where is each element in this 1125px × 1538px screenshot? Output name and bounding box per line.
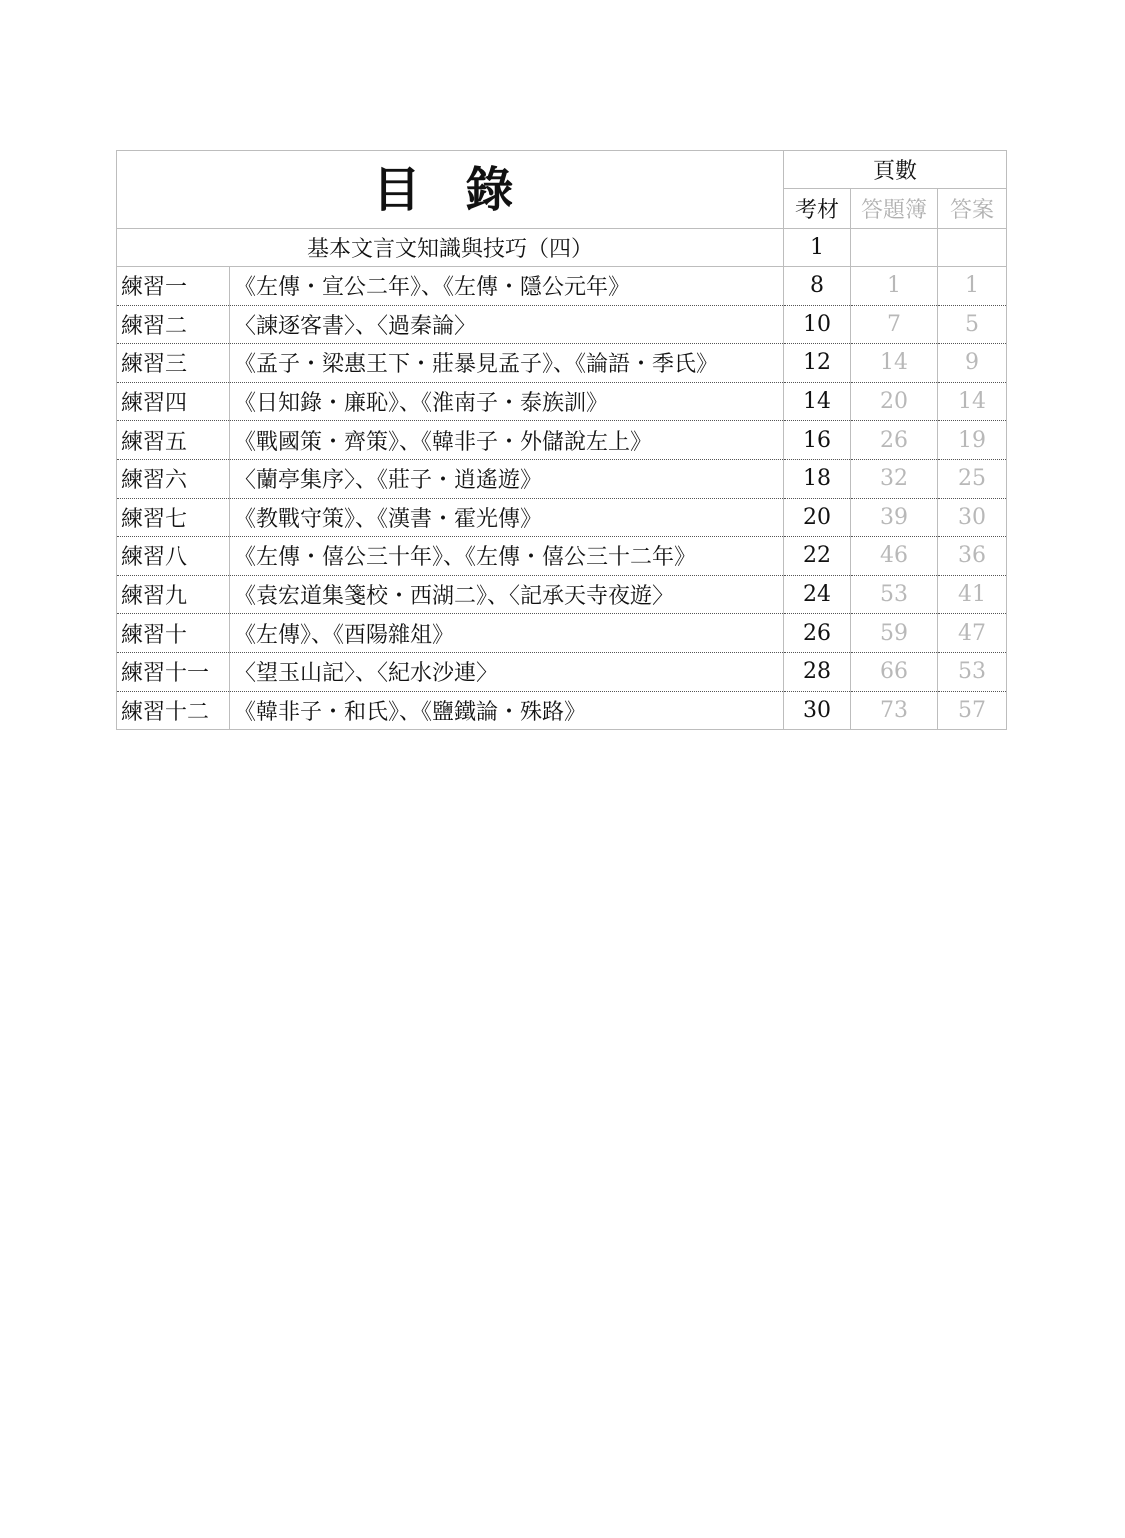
table-row bbox=[117, 498, 1007, 537]
table-row bbox=[117, 614, 1007, 653]
exercise-title: 〈諫逐客書〉、〈過秦論〉 bbox=[230, 305, 784, 344]
exercise-answer-page: 9 bbox=[938, 344, 1007, 383]
exercise-label: 練習十 bbox=[117, 614, 230, 653]
exercise-label: 練習七 bbox=[117, 498, 230, 537]
table-row bbox=[117, 459, 1007, 498]
exercise-material-page: 30 bbox=[784, 691, 851, 730]
page-title: 目 錄 bbox=[372, 161, 528, 218]
exercise-material-page: 22 bbox=[784, 537, 851, 576]
table-row bbox=[117, 305, 1007, 344]
exercise-material-page: 24 bbox=[784, 575, 851, 614]
basics-answer-page bbox=[938, 229, 1007, 267]
exercise-answer-page: 30 bbox=[938, 498, 1007, 537]
exercise-answer-page: 1 bbox=[938, 267, 1007, 306]
column-header-workbook: 答題簿 bbox=[851, 189, 938, 229]
exercise-workbook-page: 73 bbox=[851, 691, 938, 730]
exercise-answer-page: 5 bbox=[938, 305, 1007, 344]
exercise-material-page: 12 bbox=[784, 344, 851, 383]
exercise-material-page: 14 bbox=[784, 382, 851, 421]
table-row bbox=[117, 652, 1007, 691]
exercise-answer-page: 19 bbox=[938, 421, 1007, 460]
basics-workbook-page bbox=[851, 229, 938, 267]
table-of-contents bbox=[116, 150, 1007, 730]
exercise-material-page: 10 bbox=[784, 305, 851, 344]
exercise-title: 《左傳・宣公二年》、《左傳・隱公元年》 bbox=[230, 267, 784, 306]
table-row bbox=[117, 421, 1007, 460]
exercise-label: 練習十二 bbox=[117, 691, 230, 730]
exercise-material-page: 18 bbox=[784, 459, 851, 498]
column-header-material: 考材 bbox=[784, 189, 851, 229]
exercise-material-page: 28 bbox=[784, 652, 851, 691]
exercise-label: 練習一 bbox=[117, 267, 230, 306]
exercise-workbook-page: 14 bbox=[851, 344, 938, 383]
basics-material-page: 1 bbox=[784, 229, 851, 267]
exercise-label: 練習九 bbox=[117, 575, 230, 614]
exercise-title: 《韓非子・和氏》、《鹽鐵論・殊路》 bbox=[230, 691, 784, 730]
exercise-title: 《教戰守策》、《漢書・霍光傳》 bbox=[230, 498, 784, 537]
table-row bbox=[117, 344, 1007, 383]
exercise-title: 《戰國策・齊策》、《韓非子・外儲說左上》 bbox=[230, 421, 784, 460]
exercise-label: 練習八 bbox=[117, 537, 230, 576]
exercise-answer-page: 47 bbox=[938, 614, 1007, 653]
exercise-title: 〈望玉山記〉、〈紀水沙連〉 bbox=[230, 652, 784, 691]
exercise-workbook-page: 26 bbox=[851, 421, 938, 460]
exercise-answer-page: 25 bbox=[938, 459, 1007, 498]
exercise-workbook-page: 46 bbox=[851, 537, 938, 576]
column-header-answer: 答案 bbox=[938, 189, 1007, 229]
exercise-label: 練習六 bbox=[117, 459, 230, 498]
exercise-label: 練習二 bbox=[117, 305, 230, 344]
table-row bbox=[117, 382, 1007, 421]
exercise-workbook-page: 59 bbox=[851, 614, 938, 653]
exercise-label: 練習三 bbox=[117, 344, 230, 383]
exercise-label: 練習十一 bbox=[117, 652, 230, 691]
exercise-title: 《左傳・僖公三十年》、《左傳・僖公三十二年》 bbox=[230, 537, 784, 576]
exercise-title: 《袁宏道集箋校・西湖二》、〈記承天寺夜遊〉 bbox=[230, 575, 784, 614]
exercise-answer-page: 57 bbox=[938, 691, 1007, 730]
exercise-title: 〈蘭亭集序〉、《莊子・逍遙遊》 bbox=[230, 459, 784, 498]
exercise-label: 練習四 bbox=[117, 382, 230, 421]
exercise-workbook-page: 7 bbox=[851, 305, 938, 344]
exercise-material-page: 16 bbox=[784, 421, 851, 460]
exercise-title: 《左傳》、《酉陽雜俎》 bbox=[230, 614, 784, 653]
table-row bbox=[117, 267, 1007, 306]
exercise-workbook-page: 53 bbox=[851, 575, 938, 614]
exercise-workbook-page: 20 bbox=[851, 382, 938, 421]
table-row bbox=[117, 537, 1007, 576]
table-row bbox=[117, 575, 1007, 614]
exercise-title: 《孟子・梁惠王下・莊暴見孟子》、《論語・季氏》 bbox=[230, 344, 784, 383]
exercise-material-page: 8 bbox=[784, 267, 851, 306]
exercise-workbook-page: 66 bbox=[851, 652, 938, 691]
exercise-workbook-page: 39 bbox=[851, 498, 938, 537]
toc-title-cell bbox=[117, 151, 784, 229]
exercise-title: 《日知錄・廉恥》、《淮南子・泰族訓》 bbox=[230, 382, 784, 421]
exercise-workbook-page: 1 bbox=[851, 267, 938, 306]
exercise-answer-page: 36 bbox=[938, 537, 1007, 576]
exercise-label: 練習五 bbox=[117, 421, 230, 460]
pages-header: 頁數 bbox=[784, 151, 1007, 189]
exercise-material-page: 26 bbox=[784, 614, 851, 653]
basics-title: 基本文言文知識與技巧（四） bbox=[117, 229, 784, 267]
exercise-answer-page: 41 bbox=[938, 575, 1007, 614]
table-row bbox=[117, 691, 1007, 730]
exercise-material-page: 20 bbox=[784, 498, 851, 537]
exercise-workbook-page: 32 bbox=[851, 459, 938, 498]
exercise-answer-page: 53 bbox=[938, 652, 1007, 691]
exercise-answer-page: 14 bbox=[938, 382, 1007, 421]
